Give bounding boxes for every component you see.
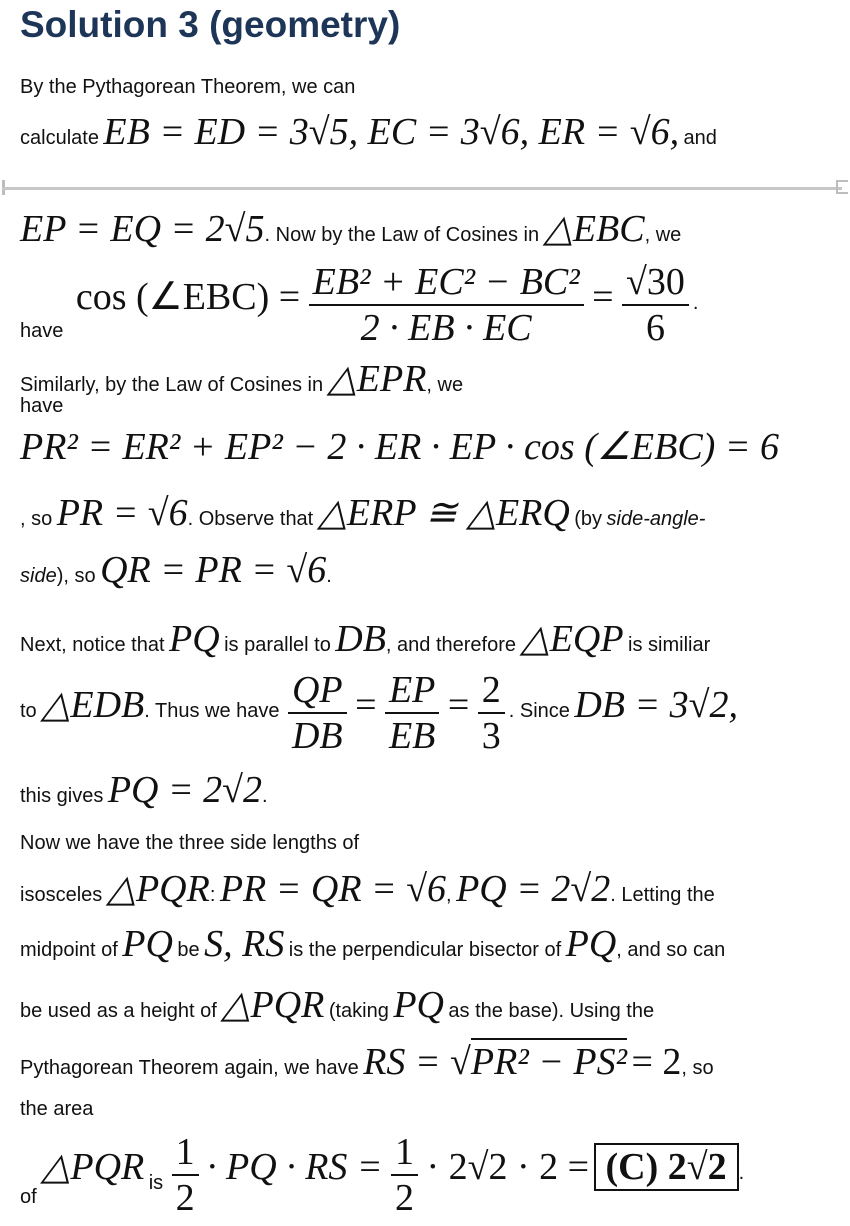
- p2-line2: [20, 260, 840, 350]
- p5-half2: [391, 1130, 418, 1220]
- p4-db: DB: [335, 618, 386, 660]
- p4-eq2: =: [447, 684, 470, 727]
- p3-qr: QR = PR = √6: [100, 549, 327, 591]
- p1-end: and: [683, 127, 717, 149]
- cos-lhs-text: cos (∠EBC) =: [75, 276, 301, 319]
- p5-be: be: [177, 939, 200, 961]
- p1-line1: By the Pythagorean Theorem, we can: [20, 76, 356, 98]
- frac2-den: 6: [622, 304, 689, 350]
- p5-prod2: · 2√2 · 2 =: [426, 1146, 590, 1189]
- p5-colon: :: [209, 884, 216, 906]
- p2-text-a: . Now by the Law of Cosines in: [264, 224, 540, 246]
- p4-line1: [20, 616, 840, 661]
- p5-pqr2: △PQR: [221, 984, 325, 1026]
- p4-similiar: is similiar: [628, 634, 711, 656]
- p4-to: to: [20, 700, 37, 723]
- p4-line3: [20, 768, 840, 812]
- p2-cos-lhs: [76, 276, 300, 318]
- p2-period: .: [692, 292, 699, 315]
- p4-thus: . Thus we have: [144, 700, 280, 723]
- p5-vals1: PR = QR = √6: [219, 868, 447, 910]
- p3-pr: PR = √6: [56, 492, 188, 534]
- p5-half1: [172, 1130, 199, 1220]
- p5-area: the area: [20, 1098, 94, 1120]
- p3-observe: . Observe that: [187, 508, 314, 530]
- p5-is: is: [148, 1172, 164, 1195]
- p5-line3: [20, 922, 840, 966]
- p4-f3d: 3: [478, 712, 505, 758]
- p4-parallel: is parallel to: [224, 634, 331, 656]
- p5-line5: [20, 1040, 840, 1084]
- p4-since: . Since: [508, 700, 570, 723]
- p4-frac1: [288, 668, 347, 758]
- p5-taking: (taking: [328, 1000, 389, 1022]
- p4-f1d: DB: [288, 712, 347, 758]
- p4-frac2: [385, 668, 439, 758]
- p2-math-a: EP = EQ = 2√5: [20, 208, 265, 250]
- p5-half2-d: 2: [391, 1174, 418, 1220]
- p5-so: , so: [681, 1057, 714, 1079]
- p5-line4: [20, 982, 840, 1027]
- p5-line2: [20, 866, 840, 911]
- p3-tri: △EPR: [327, 358, 427, 400]
- p5-pq: PQ: [122, 923, 173, 965]
- p2-have: have: [20, 320, 64, 343]
- p3-text-b: , we: [426, 374, 464, 396]
- p5-period: .: [738, 1162, 745, 1185]
- p2-frac2: [622, 260, 689, 350]
- divider-right-mark: [836, 180, 848, 194]
- p2-line1: [20, 206, 840, 251]
- frac2-num: √30: [626, 261, 685, 303]
- p2-text-b: , we: [644, 224, 682, 246]
- p4-period: .: [261, 785, 268, 807]
- p3-by: (by: [574, 508, 603, 530]
- p4-pq: PQ: [168, 618, 220, 660]
- p3-sas2: side: [20, 565, 57, 587]
- p3-so2: ), so: [56, 565, 96, 587]
- p4-gives: this gives: [20, 785, 104, 807]
- p3-period: .: [326, 565, 332, 587]
- p4-line2: [20, 668, 840, 758]
- p4-f3n: 2: [481, 669, 501, 711]
- p4-db-val: DB = 3√2,: [574, 684, 738, 727]
- p4-f1n: QP: [291, 669, 343, 711]
- p5-perp: is the perpendicular bisector of: [288, 939, 562, 961]
- p5-of: of: [20, 1186, 37, 1209]
- p4-frac3: [478, 668, 505, 758]
- p3-line5: [20, 548, 840, 592]
- p3-so: , so: [20, 508, 53, 530]
- p4-edb: △EDB: [41, 684, 145, 727]
- p3-congruence: △ERP ≅ △ERQ: [317, 492, 570, 534]
- frac1-den: 2 · EB · EC: [309, 304, 584, 350]
- p1-line2: [20, 110, 840, 154]
- p5-andso: , and so can: [616, 939, 726, 961]
- p4-next: Next, notice that: [20, 634, 165, 656]
- p5-rs-val: = 2: [631, 1041, 682, 1083]
- p1-text: calculate: [20, 127, 99, 149]
- p5-half2-n: 1: [395, 1131, 415, 1173]
- frac1-num: EB² + EC² − BC²: [312, 261, 580, 303]
- p4-eqp: △EQP: [520, 618, 624, 660]
- p2-frac1: [309, 260, 584, 350]
- p3-sas1: side-angle-: [606, 508, 706, 530]
- p5-letting: . Letting the: [610, 884, 715, 906]
- p1-math: EB = ED = 3√5, EC = 3√6, ER = √6,: [103, 111, 680, 153]
- p5-pq3: PQ: [393, 984, 444, 1026]
- p5-midpoint: midpoint of: [20, 939, 118, 961]
- p4-eq1: =: [355, 684, 377, 727]
- p4-pq-val: PQ = 2√2: [107, 769, 262, 811]
- p5-pqr3: △PQR: [41, 1146, 145, 1189]
- p5-rs-rad: PR² − PS²: [471, 1038, 627, 1083]
- page-title: Solution 3 (geometry): [20, 4, 401, 45]
- p5-asbase: as the base). Using the: [448, 1000, 655, 1022]
- p4-f2d: EB: [385, 712, 439, 758]
- p5-rs-eq: RS = √: [363, 1041, 471, 1083]
- p5-prod: · PQ · RS =: [207, 1146, 383, 1189]
- answer-box: (C) 2√2: [594, 1143, 739, 1191]
- p4-therefore: , and therefore: [385, 634, 517, 656]
- p5-pyth: Pythagorean Theorem again, we have: [20, 1057, 359, 1079]
- p4-f2n: EP: [388, 669, 436, 711]
- p5-half1-n: 1: [175, 1131, 195, 1173]
- p5-s: S, RS: [204, 923, 285, 965]
- p2-tri-a: △EBC: [543, 208, 645, 250]
- p5-pqr: △PQR: [106, 868, 210, 910]
- p5-comma: ,: [446, 884, 452, 906]
- p5-half1-d: 2: [172, 1174, 199, 1220]
- p3-text-a: Similarly, by the Law of Cosines in: [20, 374, 324, 396]
- p5-isos: isosceles: [20, 884, 103, 906]
- p3-have: have: [20, 395, 64, 417]
- p3-equation: PR² = ER² + EP² − 2 · ER · EP · cos (∠EBC) = 6: [20, 426, 779, 468]
- p3-line4: [20, 490, 840, 535]
- p2-eq: =: [592, 276, 614, 319]
- p5-line1: Now we have the three side lengths of: [20, 832, 360, 854]
- p5-beused: be used as a height of: [20, 1000, 217, 1022]
- p5-line7: [20, 1130, 840, 1220]
- divider: [2, 187, 842, 190]
- p5-vals2: PQ = 2√2: [456, 868, 611, 910]
- p5-pq2: PQ: [565, 923, 617, 965]
